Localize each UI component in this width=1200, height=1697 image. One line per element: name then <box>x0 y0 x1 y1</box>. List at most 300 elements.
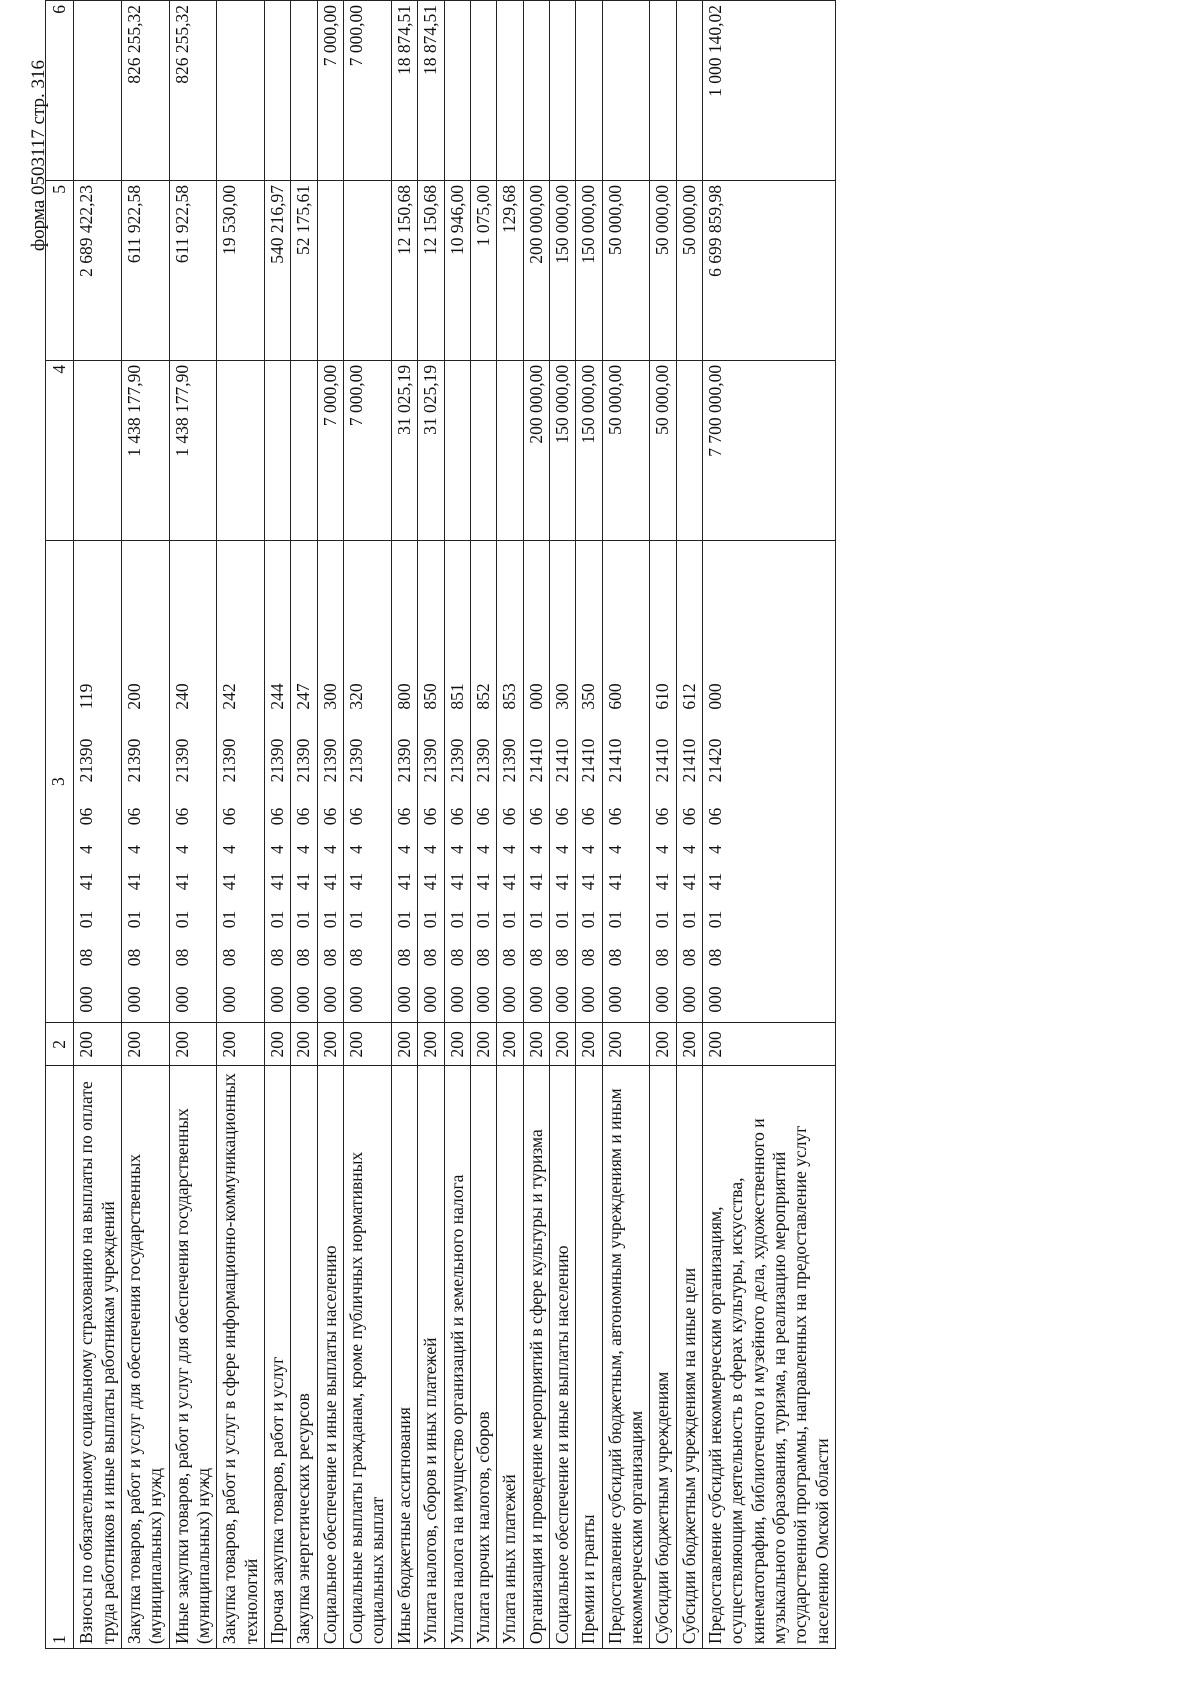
budget-code-part: 21390 <box>76 738 97 783</box>
row-budget-code <box>702 540 835 1023</box>
budget-code-part: 4 <box>704 845 725 854</box>
budget-code-part: 612 <box>678 683 699 710</box>
budget-code-part: 21390 <box>346 738 367 783</box>
row-unexecuted: 7 000,00 <box>317 1 343 181</box>
row-line-code: 200 <box>676 1023 702 1066</box>
row-executed: 611 922,58 <box>122 180 170 360</box>
row-name: Премии и гранты <box>576 1066 602 1649</box>
budget-code-part: 06 <box>604 807 625 826</box>
budget-code-part: 08 <box>393 948 414 967</box>
budget-code-part: 21390 <box>393 738 414 783</box>
budget-code-parts <box>552 541 573 1023</box>
table-row <box>317 1 343 1649</box>
row-executed: 150 000,00 <box>549 180 575 360</box>
row-unexecuted <box>470 1 496 181</box>
col-header-5: 5 <box>46 180 74 360</box>
budget-code-part: 4 <box>346 845 367 854</box>
row-executed <box>317 180 343 360</box>
budget-code-part: 01 <box>499 910 520 929</box>
budget-code-part: 200 <box>124 683 145 710</box>
budget-code-part: 4 <box>551 845 572 854</box>
budget-code-part: 01 <box>604 910 625 929</box>
row-unexecuted <box>291 1 317 181</box>
budget-code-part: 4 <box>319 845 340 854</box>
budget-code-part: 41 <box>171 872 192 891</box>
budget-code-part: 01 <box>446 910 467 929</box>
row-unexecuted <box>444 1 470 181</box>
budget-code-part: 01 <box>267 910 288 929</box>
row-line-code: 200 <box>497 1023 523 1066</box>
budget-code-part: 4 <box>652 845 673 854</box>
budget-code-part: 000 <box>393 986 414 1013</box>
row-approved: 1 438 177,90 <box>169 360 217 540</box>
table-row <box>549 1 575 1649</box>
budget-code-parts <box>394 541 415 1023</box>
budget-code-part: 08 <box>346 948 367 967</box>
budget-code-part: 21390 <box>499 738 520 783</box>
budget-code-part: 4 <box>267 845 288 854</box>
budget-code-part: 247 <box>293 683 314 710</box>
table-row <box>391 1 417 1649</box>
row-unexecuted <box>217 1 265 181</box>
budget-code-part: 41 <box>319 872 340 891</box>
budget-code-part: 08 <box>420 948 441 967</box>
row-line-code: 200 <box>523 1023 549 1066</box>
budget-code-part: 41 <box>678 872 699 891</box>
row-approved: 7 000,00 <box>317 360 343 540</box>
budget-code-part: 01 <box>578 910 599 929</box>
budget-code-part: 01 <box>319 910 340 929</box>
row-line-code: 200 <box>418 1023 444 1066</box>
row-line-code: 200 <box>602 1023 650 1066</box>
row-line-code: 200 <box>702 1023 835 1066</box>
budget-code-part: 41 <box>551 872 572 891</box>
budget-code-part: 41 <box>219 872 240 891</box>
budget-code-part: 41 <box>76 872 97 891</box>
budget-code-part: 41 <box>420 872 441 891</box>
row-name: Взносы по обязательному социальному страхованию на выплаты по оплате труда работников и иные выплаты работникам учреждений <box>74 1066 122 1649</box>
row-approved: 150 000,00 <box>576 360 602 540</box>
budget-code-part: 21390 <box>293 738 314 783</box>
row-line-code: 200 <box>217 1023 265 1066</box>
row-name: Социальные выплаты гражданам, кроме публичных нормативных социальных выплат <box>344 1066 392 1649</box>
row-name: Иные бюджетные ассигнования <box>391 1066 417 1649</box>
row-unexecuted: 18 874,51 <box>391 1 417 181</box>
row-budget-code <box>217 540 265 1023</box>
budget-code-part: 800 <box>393 683 414 710</box>
row-unexecuted <box>676 1 702 181</box>
budget-code-part: 320 <box>346 683 367 710</box>
budget-code-parts <box>346 541 367 1023</box>
budget-code-part: 000 <box>446 986 467 1013</box>
budget-code-part: 851 <box>446 683 467 710</box>
row-budget-code <box>676 540 702 1023</box>
row-unexecuted <box>602 1 650 181</box>
budget-code-part: 4 <box>124 845 145 854</box>
budget-code-part: 242 <box>219 683 240 710</box>
budget-code-part: 300 <box>319 683 340 710</box>
row-executed: 12 150,68 <box>418 180 444 360</box>
row-approved <box>497 360 523 540</box>
budget-code-part: 000 <box>420 986 441 1013</box>
row-line-code: 200 <box>576 1023 602 1066</box>
budget-code-part: 850 <box>420 683 441 710</box>
budget-code-part: 21390 <box>124 738 145 783</box>
row-line-code: 200 <box>169 1023 217 1066</box>
budget-code-part: 000 <box>171 986 192 1013</box>
table-row <box>169 1 217 1649</box>
budget-code-parts <box>705 541 726 1023</box>
budget-code-part: 08 <box>267 948 288 967</box>
table-row <box>470 1 496 1649</box>
budget-code-part: 08 <box>319 948 340 967</box>
budget-code-part: 4 <box>76 845 97 854</box>
row-executed: 52 175,61 <box>291 180 317 360</box>
row-executed: 540 216,97 <box>265 180 291 360</box>
budget-code-part: 01 <box>293 910 314 929</box>
row-name: Социальное обеспечение и иные выплаты населению <box>317 1066 343 1649</box>
row-budget-code <box>650 540 676 1023</box>
budget-code-part: 41 <box>578 872 599 891</box>
row-budget-code <box>444 540 470 1023</box>
budget-code-part: 08 <box>704 948 725 967</box>
table-body <box>74 1 836 1649</box>
budget-code-part: 06 <box>319 807 340 826</box>
row-name: Закупка товаров, работ и услуг для обеспечения государственных (муниципальных) нужд <box>122 1066 170 1649</box>
row-approved: 150 000,00 <box>549 360 575 540</box>
row-line-code: 200 <box>344 1023 392 1066</box>
budget-code-part: 21410 <box>652 738 673 783</box>
table-row <box>444 1 470 1649</box>
budget-code-part: 06 <box>393 807 414 826</box>
budget-code-parts <box>526 541 547 1023</box>
row-line-code: 200 <box>317 1023 343 1066</box>
row-name: Уплата налога на имущество организаций и земельного налога <box>444 1066 470 1649</box>
budget-code-part: 06 <box>652 807 673 826</box>
budget-code-part: 41 <box>704 872 725 891</box>
row-budget-code <box>291 540 317 1023</box>
budget-code-parts <box>293 541 314 1023</box>
row-line-code: 200 <box>549 1023 575 1066</box>
row-approved <box>470 360 496 540</box>
budget-code-part: 06 <box>472 807 493 826</box>
budget-code-part: 01 <box>393 910 414 929</box>
budget-code-part: 06 <box>219 807 240 826</box>
row-unexecuted <box>523 1 549 181</box>
budget-code-part: 41 <box>604 872 625 891</box>
budget-code-part: 000 <box>319 986 340 1013</box>
row-approved <box>444 360 470 540</box>
budget-code-part: 21420 <box>704 738 725 783</box>
budget-code-part: 41 <box>346 872 367 891</box>
budget-code-part: 4 <box>293 845 314 854</box>
budget-code-parts <box>578 541 599 1023</box>
budget-code-part: 06 <box>551 807 572 826</box>
budget-code-part: 000 <box>267 986 288 1013</box>
budget-code-part: 4 <box>219 845 240 854</box>
col-header-1: 1 <box>46 1066 74 1649</box>
budget-code-part: 000 <box>525 683 546 710</box>
budget-code-part: 853 <box>499 683 520 710</box>
row-approved <box>74 360 122 540</box>
row-executed: 50 000,00 <box>676 180 702 360</box>
budget-code-part: 08 <box>446 948 467 967</box>
table-row <box>418 1 444 1649</box>
row-executed: 611 922,58 <box>169 180 217 360</box>
row-budget-code <box>265 540 291 1023</box>
budget-code-part: 06 <box>293 807 314 826</box>
table-row <box>702 1 835 1649</box>
budget-code-part: 4 <box>604 845 625 854</box>
col-header-3: 3 <box>46 540 74 1023</box>
budget-code-part: 08 <box>219 948 240 967</box>
row-approved <box>291 360 317 540</box>
budget-code-part: 244 <box>267 683 288 710</box>
row-line-code: 200 <box>444 1023 470 1066</box>
row-budget-code <box>344 540 392 1023</box>
budget-code-part: 4 <box>578 845 599 854</box>
budget-code-part: 000 <box>578 986 599 1013</box>
budget-code-part: 01 <box>171 910 192 929</box>
budget-code-part: 41 <box>499 872 520 891</box>
budget-code-part: 21410 <box>525 738 546 783</box>
budget-code-part: 08 <box>578 948 599 967</box>
budget-code-part: 000 <box>678 986 699 1013</box>
row-executed: 200 000,00 <box>523 180 549 360</box>
table-row <box>497 1 523 1649</box>
budget-code-part: 21390 <box>171 738 192 783</box>
budget-code-parts <box>473 541 494 1023</box>
row-approved <box>265 360 291 540</box>
budget-code-parts <box>679 541 700 1023</box>
budget-code-part: 06 <box>678 807 699 826</box>
row-unexecuted <box>497 1 523 181</box>
budget-code-parts <box>76 541 97 1023</box>
budget-code-part: 08 <box>76 948 97 967</box>
table-row <box>523 1 549 1649</box>
budget-code-part: 000 <box>551 986 572 1013</box>
row-executed: 10 946,00 <box>444 180 470 360</box>
col-header-4: 4 <box>46 360 74 540</box>
budget-code-part: 300 <box>551 683 572 710</box>
row-unexecuted: 1 000 140,02 <box>702 1 835 181</box>
row-name: Субсидии бюджетным учреждениям <box>650 1066 676 1649</box>
budget-code-part: 119 <box>76 683 97 710</box>
row-line-code: 200 <box>470 1023 496 1066</box>
budget-code-part: 21390 <box>446 738 467 783</box>
row-unexecuted: 7 000,00 <box>344 1 392 181</box>
row-executed: 19 530,00 <box>217 180 265 360</box>
budget-code-part: 21410 <box>578 738 599 783</box>
row-unexecuted: 826 255,32 <box>122 1 170 181</box>
row-name: Уплата налогов, сборов и иных платежей <box>418 1066 444 1649</box>
table-row <box>602 1 650 1649</box>
form-label: форма 0503117 стр. 316 <box>28 60 49 252</box>
budget-code-part: 000 <box>652 986 673 1013</box>
budget-code-part: 000 <box>293 986 314 1013</box>
budget-code-part: 600 <box>604 683 625 710</box>
row-budget-code <box>523 540 549 1023</box>
budget-code-part: 21390 <box>472 738 493 783</box>
row-unexecuted <box>265 1 291 181</box>
budget-code-part: 41 <box>267 872 288 891</box>
budget-code-part: 08 <box>293 948 314 967</box>
budget-code-part: 01 <box>472 910 493 929</box>
budget-code-part: 4 <box>446 845 467 854</box>
row-executed: 12 150,68 <box>391 180 417 360</box>
row-budget-code <box>391 540 417 1023</box>
budget-code-part: 06 <box>525 807 546 826</box>
row-name: Прочая закупка товаров, работ и услуг <box>265 1066 291 1649</box>
row-budget-code <box>74 540 122 1023</box>
budget-code-part: 000 <box>219 986 240 1013</box>
budget-code-part: 000 <box>346 986 367 1013</box>
budget-code-part: 4 <box>472 845 493 854</box>
row-line-code: 200 <box>122 1023 170 1066</box>
row-name: Уплата прочих налогов, сборов <box>470 1066 496 1649</box>
budget-table <box>45 0 836 1649</box>
row-budget-code <box>470 540 496 1023</box>
row-line-code: 200 <box>391 1023 417 1066</box>
budget-code-parts <box>447 541 468 1023</box>
table-row <box>650 1 676 1649</box>
budget-code-part: 06 <box>446 807 467 826</box>
budget-code-part: 08 <box>604 948 625 967</box>
budget-code-part: 01 <box>678 910 699 929</box>
row-executed: 150 000,00 <box>576 180 602 360</box>
row-approved: 50 000,00 <box>602 360 650 540</box>
row-unexecuted: 826 255,32 <box>169 1 217 181</box>
row-line-code: 200 <box>291 1023 317 1066</box>
budget-code-part: 08 <box>678 948 699 967</box>
budget-code-part: 000 <box>525 986 546 1013</box>
budget-code-part: 41 <box>652 872 673 891</box>
row-budget-code <box>169 540 217 1023</box>
budget-code-part: 000 <box>704 683 725 710</box>
row-name: Закупка энергетических ресурсов <box>291 1066 317 1649</box>
budget-code-parts <box>267 541 288 1023</box>
row-unexecuted <box>576 1 602 181</box>
table-row <box>576 1 602 1649</box>
budget-code-part: 21390 <box>319 738 340 783</box>
budget-code-parts <box>124 541 145 1023</box>
col-header-6: 6 <box>46 1 74 181</box>
budget-code-part: 41 <box>525 872 546 891</box>
budget-code-part: 852 <box>472 683 493 710</box>
budget-code-part: 41 <box>393 872 414 891</box>
budget-code-part: 350 <box>578 683 599 710</box>
budget-code-parts <box>172 541 193 1023</box>
budget-code-part: 01 <box>346 910 367 929</box>
budget-code-part: 4 <box>393 845 414 854</box>
budget-code-part: 08 <box>499 948 520 967</box>
budget-code-part: 06 <box>76 807 97 826</box>
row-line-code: 200 <box>74 1023 122 1066</box>
budget-code-part: 08 <box>551 948 572 967</box>
budget-code-part: 41 <box>293 872 314 891</box>
budget-code-part: 01 <box>219 910 240 929</box>
budget-code-part: 41 <box>446 872 467 891</box>
budget-code-parts <box>605 541 626 1023</box>
row-budget-code <box>602 540 650 1023</box>
budget-code-part: 06 <box>578 807 599 826</box>
row-executed: 50 000,00 <box>650 180 676 360</box>
budget-code-parts <box>652 541 673 1023</box>
row-approved: 200 000,00 <box>523 360 549 540</box>
table-row <box>74 1 122 1649</box>
budget-code-part: 01 <box>525 910 546 929</box>
row-approved: 7 700 000,00 <box>702 360 835 540</box>
budget-code-part: 41 <box>124 872 145 891</box>
budget-code-part: 21410 <box>551 738 572 783</box>
budget-code-part: 610 <box>652 683 673 710</box>
budget-code-part: 01 <box>124 910 145 929</box>
budget-code-part: 000 <box>124 986 145 1013</box>
row-approved <box>217 360 265 540</box>
budget-code-parts <box>320 541 341 1023</box>
budget-code-part: 4 <box>171 845 192 854</box>
budget-code-part: 21390 <box>420 738 441 783</box>
row-executed: 6 699 859,98 <box>702 180 835 360</box>
row-name: Закупка товаров, работ и услуг в сфере информационно-коммуникационных технологий <box>217 1066 265 1649</box>
budget-code-part: 21390 <box>219 738 240 783</box>
budget-code-part: 06 <box>499 807 520 826</box>
budget-code-part: 01 <box>704 910 725 929</box>
budget-code-part: 08 <box>525 948 546 967</box>
row-executed: 2 689 422,23 <box>74 180 122 360</box>
row-approved: 50 000,00 <box>650 360 676 540</box>
budget-code-part: 4 <box>499 845 520 854</box>
table-row <box>265 1 291 1649</box>
row-name: Иные закупки товаров, работ и услуг для обеспечения государственных (муниципальных) нужд <box>169 1066 217 1649</box>
row-name: Организация и проведение мероприятий в сфере культуры и туризма <box>523 1066 549 1649</box>
budget-code-part: 08 <box>652 948 673 967</box>
budget-code-part: 06 <box>346 807 367 826</box>
budget-code-part: 000 <box>604 986 625 1013</box>
row-unexecuted: 18 874,51 <box>418 1 444 181</box>
budget-code-parts <box>499 541 520 1023</box>
budget-code-part: 06 <box>124 807 145 826</box>
row-name: Предоставление субсидий бюджетным, автономным учреждениям и иным некоммерческим организациям <box>602 1066 650 1649</box>
row-budget-code <box>549 540 575 1023</box>
table-row <box>122 1 170 1649</box>
budget-code-part: 08 <box>472 948 493 967</box>
budget-code-part: 4 <box>525 845 546 854</box>
row-budget-code <box>317 540 343 1023</box>
budget-code-part: 21390 <box>267 738 288 783</box>
header-row <box>46 1 74 1649</box>
row-name: Субсидии бюджетным учреждениям на иные цели <box>676 1066 702 1649</box>
budget-code-part: 4 <box>678 845 699 854</box>
table-row <box>291 1 317 1649</box>
budget-code-parts <box>420 541 441 1023</box>
row-budget-code <box>418 540 444 1023</box>
budget-code-part: 41 <box>472 872 493 891</box>
budget-code-part: 000 <box>76 986 97 1013</box>
row-name: Социальное обеспечение и иные выплаты населению <box>549 1066 575 1649</box>
row-unexecuted <box>549 1 575 181</box>
row-approved: 31 025,19 <box>391 360 417 540</box>
budget-code-part: 06 <box>420 807 441 826</box>
row-executed: 129,68 <box>497 180 523 360</box>
row-budget-code <box>497 540 523 1023</box>
table-row <box>344 1 392 1649</box>
budget-code-part: 01 <box>420 910 441 929</box>
row-executed: 1 075,00 <box>470 180 496 360</box>
budget-code-part: 08 <box>124 948 145 967</box>
row-approved: 7 000,00 <box>344 360 392 540</box>
row-line-code: 200 <box>650 1023 676 1066</box>
